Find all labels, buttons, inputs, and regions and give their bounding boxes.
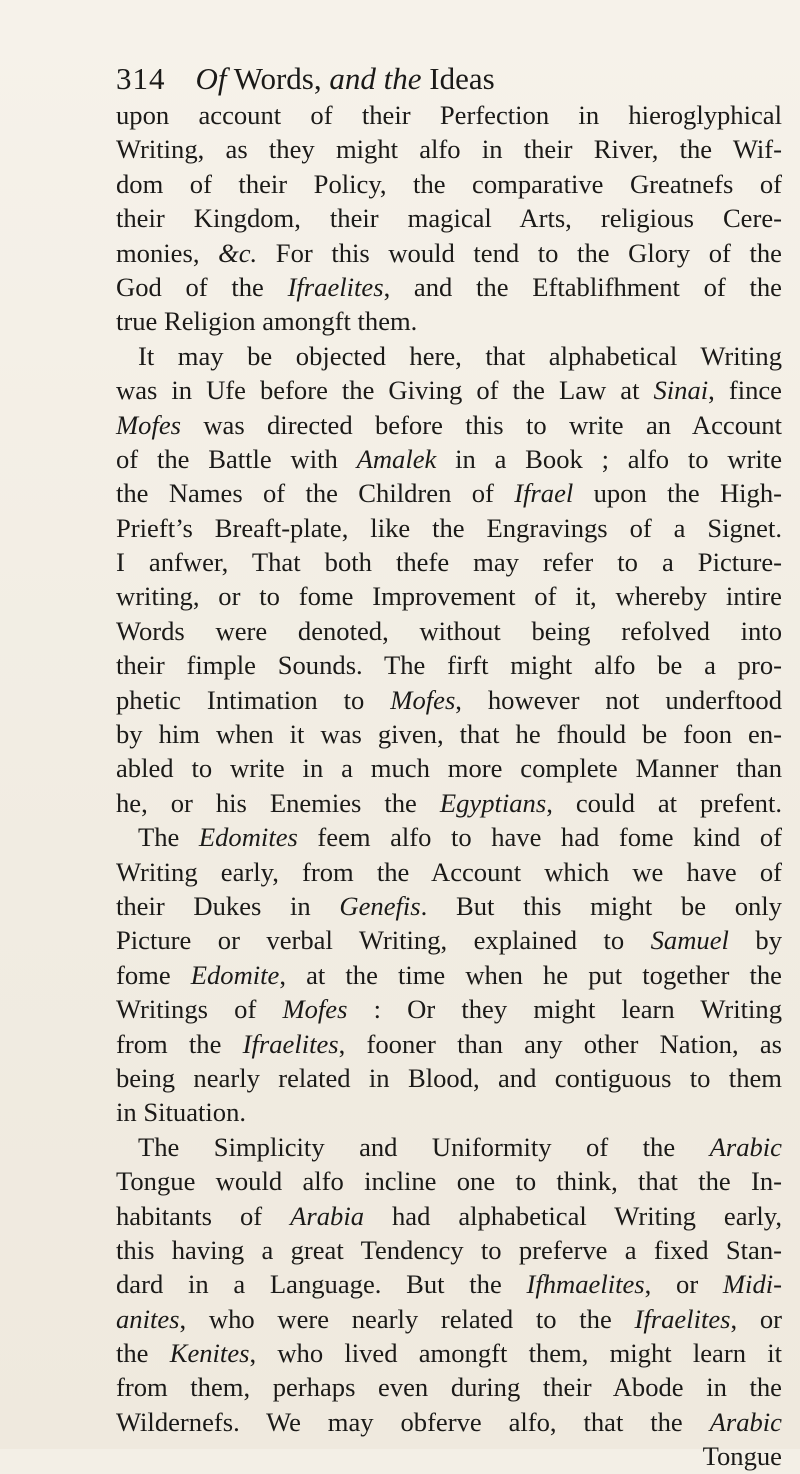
text-line xyxy=(116,339,782,373)
text-run: , who lived amongft them, might learn it xyxy=(249,1338,782,1369)
running-header xyxy=(116,62,495,96)
text-run: dom of their Policy, the comparative Greatnefs of xyxy=(116,168,782,199)
text-run: from the xyxy=(116,1028,243,1059)
italic-run: Mofes xyxy=(116,409,181,440)
text-run: , however not underftood xyxy=(455,684,782,715)
italic-run: Amalek xyxy=(356,443,437,474)
text-run: : Or they might learn Writing xyxy=(347,994,782,1025)
text-line xyxy=(116,511,782,545)
text-run: , at the time when he put together the xyxy=(279,959,782,990)
text-run: Picture or verbal Writing, explained to xyxy=(116,925,651,956)
text-run: The Simplicity and Uniformity of the xyxy=(138,1131,710,1162)
italic-run: Midi- xyxy=(722,1269,782,1300)
text-line xyxy=(116,270,782,304)
italic-run: Edomites xyxy=(198,822,298,853)
text-line xyxy=(116,751,782,785)
text-line xyxy=(116,98,782,132)
text-run: Tongue would alfo incline one to think, that the In- xyxy=(116,1166,782,1197)
text-line xyxy=(116,1027,782,1061)
text-run: was directed before this to write an Account xyxy=(181,409,782,440)
text-run: monies, xyxy=(116,237,219,268)
text-run: this having a great Tendency to preferve a fixed Stan- xyxy=(116,1234,782,1265)
text-run: , could at prefent. xyxy=(546,787,782,818)
italic-run: Kenites xyxy=(169,1338,250,1369)
text-run: abled to write in a much more complete Manner than xyxy=(116,753,782,784)
text-run: Tongue xyxy=(702,1441,782,1472)
italic-run: Ifraelites xyxy=(287,271,384,302)
text-run: true Religion amongft them. xyxy=(116,306,418,337)
text-run: Writing, as they might alfo in their River, the Wif- xyxy=(116,134,782,165)
text-run: was in Ufe before the Giving of the Law at xyxy=(116,375,654,406)
text-line xyxy=(116,236,782,270)
text-line xyxy=(116,1233,782,1267)
italic-run: Ifhmaelites xyxy=(526,1269,645,1300)
italic-run: Mofes xyxy=(390,684,456,715)
text-run: feem alfo to have had fome kind of xyxy=(297,822,782,853)
text-line xyxy=(116,167,782,201)
italic-run: Samuel xyxy=(650,925,729,956)
text-line xyxy=(116,614,782,648)
text-run: God of the xyxy=(116,271,288,302)
text-run: dard in a Language. But the xyxy=(116,1269,527,1300)
italic-run: Arabia xyxy=(290,1200,364,1231)
text-line xyxy=(116,1370,782,1404)
text-run: phetic Intimation to xyxy=(116,684,391,715)
italic-run: Genefis xyxy=(339,890,421,921)
text-run: Writings of xyxy=(116,994,283,1025)
text-line xyxy=(116,408,782,442)
text-line xyxy=(116,476,782,510)
text-line xyxy=(116,579,782,613)
text-line xyxy=(116,1336,782,1370)
text-line xyxy=(116,786,782,820)
text-run: , and the Eftablifhment of the xyxy=(383,271,782,302)
text-line xyxy=(116,1199,782,1233)
text-run: , or xyxy=(730,1303,782,1334)
text-run: , or xyxy=(644,1269,723,1300)
text-run: , fooner than any other Nation, as xyxy=(338,1028,783,1059)
text-run: from them, perhaps even during their Abode in the xyxy=(116,1372,782,1403)
italic-run: anites xyxy=(116,1303,180,1334)
body-text xyxy=(116,98,782,1474)
text-line xyxy=(116,855,782,889)
text-run: habitants of xyxy=(116,1200,291,1231)
text-run: upon account of their Perfection in hieroglyphical xyxy=(116,100,782,130)
text-run: . But this might be only xyxy=(420,890,782,921)
text-run: Wildernefs. We may obferve alfo, that the xyxy=(116,1406,710,1437)
text-line xyxy=(116,992,782,1026)
italic-run: Mofes xyxy=(282,994,348,1025)
italic-run: Ifrael xyxy=(514,478,574,509)
text-line xyxy=(116,201,782,235)
header-title-and-the: and the xyxy=(329,61,422,96)
header-title-words: Words, xyxy=(233,61,322,96)
italic-run: Ifraelites xyxy=(634,1303,731,1334)
text-run: by xyxy=(728,925,782,956)
text-line xyxy=(116,1439,782,1473)
text-run: Prieft’s Breaft-plate, like the Engravings of a Signet. xyxy=(116,512,782,543)
text-line xyxy=(116,717,782,751)
text-run: writing, or to fome Improvement of it, whereby intire xyxy=(116,581,782,612)
text-run: in a Book ; alfo to write xyxy=(436,443,783,474)
text-run: by him when it was given, that he fhould be foon en- xyxy=(116,719,782,750)
text-line xyxy=(116,1267,782,1301)
text-run: their Kingdom, their magical Arts, religious Cere- xyxy=(116,203,782,234)
text-run: For this would tend to the Glory of the xyxy=(257,237,782,268)
text-run: their fimple Sounds. The firft might alfo be a pro- xyxy=(116,650,782,681)
italic-run: Sinai xyxy=(653,375,709,406)
text-line xyxy=(116,132,782,166)
text-run: upon the High- xyxy=(573,478,782,509)
text-run: in Situation. xyxy=(116,1097,247,1128)
text-line xyxy=(116,442,782,476)
text-run: , who were nearly related to the xyxy=(179,1303,635,1334)
italic-run: Arabic xyxy=(709,1406,782,1437)
text-line xyxy=(116,1061,782,1095)
text-line xyxy=(116,958,782,992)
italic-run: Ifraelites xyxy=(242,1028,339,1059)
header-title-of: Of xyxy=(195,61,227,96)
text-run: the Names of the Children of xyxy=(116,478,515,509)
text-line xyxy=(116,1164,782,1198)
text-run: he, or his Enemies the xyxy=(116,787,440,818)
text-line xyxy=(116,1130,782,1164)
text-line xyxy=(116,1302,782,1336)
text-run: being nearly related in Blood, and contiguous to them xyxy=(116,1062,782,1093)
header-title-ideas: Ideas xyxy=(429,61,495,96)
text-line xyxy=(116,373,782,407)
page-number: 314 xyxy=(116,61,166,96)
text-line xyxy=(116,820,782,854)
text-line xyxy=(116,545,782,579)
italic-run: Arabic xyxy=(709,1131,782,1162)
text-run: It may be objected here, that alphabetical Writing xyxy=(138,340,782,371)
text-run: had alphabetical Writing early, xyxy=(364,1200,782,1231)
text-run: fome xyxy=(116,959,191,990)
text-run: the xyxy=(116,1338,170,1369)
text-line xyxy=(116,889,782,923)
text-run: their Dukes in xyxy=(116,890,340,921)
italic-run: Edomite xyxy=(190,959,280,990)
text-run: The xyxy=(138,822,199,853)
text-line xyxy=(116,1095,782,1129)
text-run: of the Battle with xyxy=(116,443,357,474)
text-run: Words were denoted, without being refolved into xyxy=(116,615,782,646)
text-line xyxy=(116,304,782,338)
text-line xyxy=(116,683,782,717)
text-line xyxy=(116,648,782,682)
text-run: Writing early, from the Account which we have of xyxy=(116,856,782,887)
text-line xyxy=(116,1405,782,1439)
italic-run: &c. xyxy=(218,237,258,268)
text-run: I anfwer, That both thefe may refer to a Picture- xyxy=(116,547,782,578)
italic-run: Egyptians xyxy=(439,787,547,818)
text-run: , fince xyxy=(708,375,782,406)
text-line xyxy=(116,923,782,957)
